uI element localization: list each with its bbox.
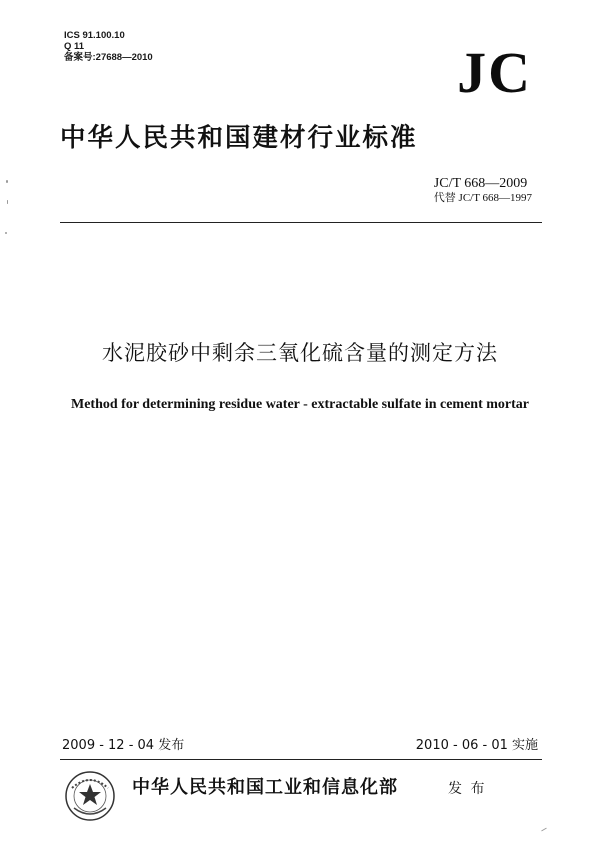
filing-number: 备案号:27688—2010 [64, 52, 153, 63]
jc-logo: JC [457, 40, 532, 105]
publisher-name: 中华人民共和国工业和信息化部 [132, 777, 398, 798]
document-title-chinese: 水泥胶砂中剩余三氧化硫含量的测定方法 [102, 341, 498, 365]
standard-number-block [434, 176, 532, 205]
publish-label: 发 布 [448, 781, 487, 797]
ccs-code: Q 11 [64, 41, 85, 52]
industry-standard-title: 中华人民共和国建材行业标准 [60, 123, 418, 153]
document-title-english: Method for determining residue water - extractable sulfate in cement mortar [71, 397, 529, 412]
bottom-divider [60, 759, 542, 760]
ministry-seal-icon [64, 770, 116, 822]
standard-code: JC/T 668—2009 [433, 176, 528, 191]
top-divider [60, 222, 542, 223]
scan-speck [541, 828, 547, 832]
effective-date: 2010 - 06 - 01 实施 [415, 738, 538, 753]
ics-code: ICS 91.100.10 [64, 30, 125, 41]
scan-speck [5, 232, 7, 234]
replaces-standard: 代替 JC/T 668—1997 [433, 192, 532, 204]
scan-speck [6, 180, 8, 183]
issue-date: 2009 - 12 - 04 发布 [62, 738, 185, 753]
classification-block [64, 30, 153, 63]
scan-speck [7, 200, 8, 204]
